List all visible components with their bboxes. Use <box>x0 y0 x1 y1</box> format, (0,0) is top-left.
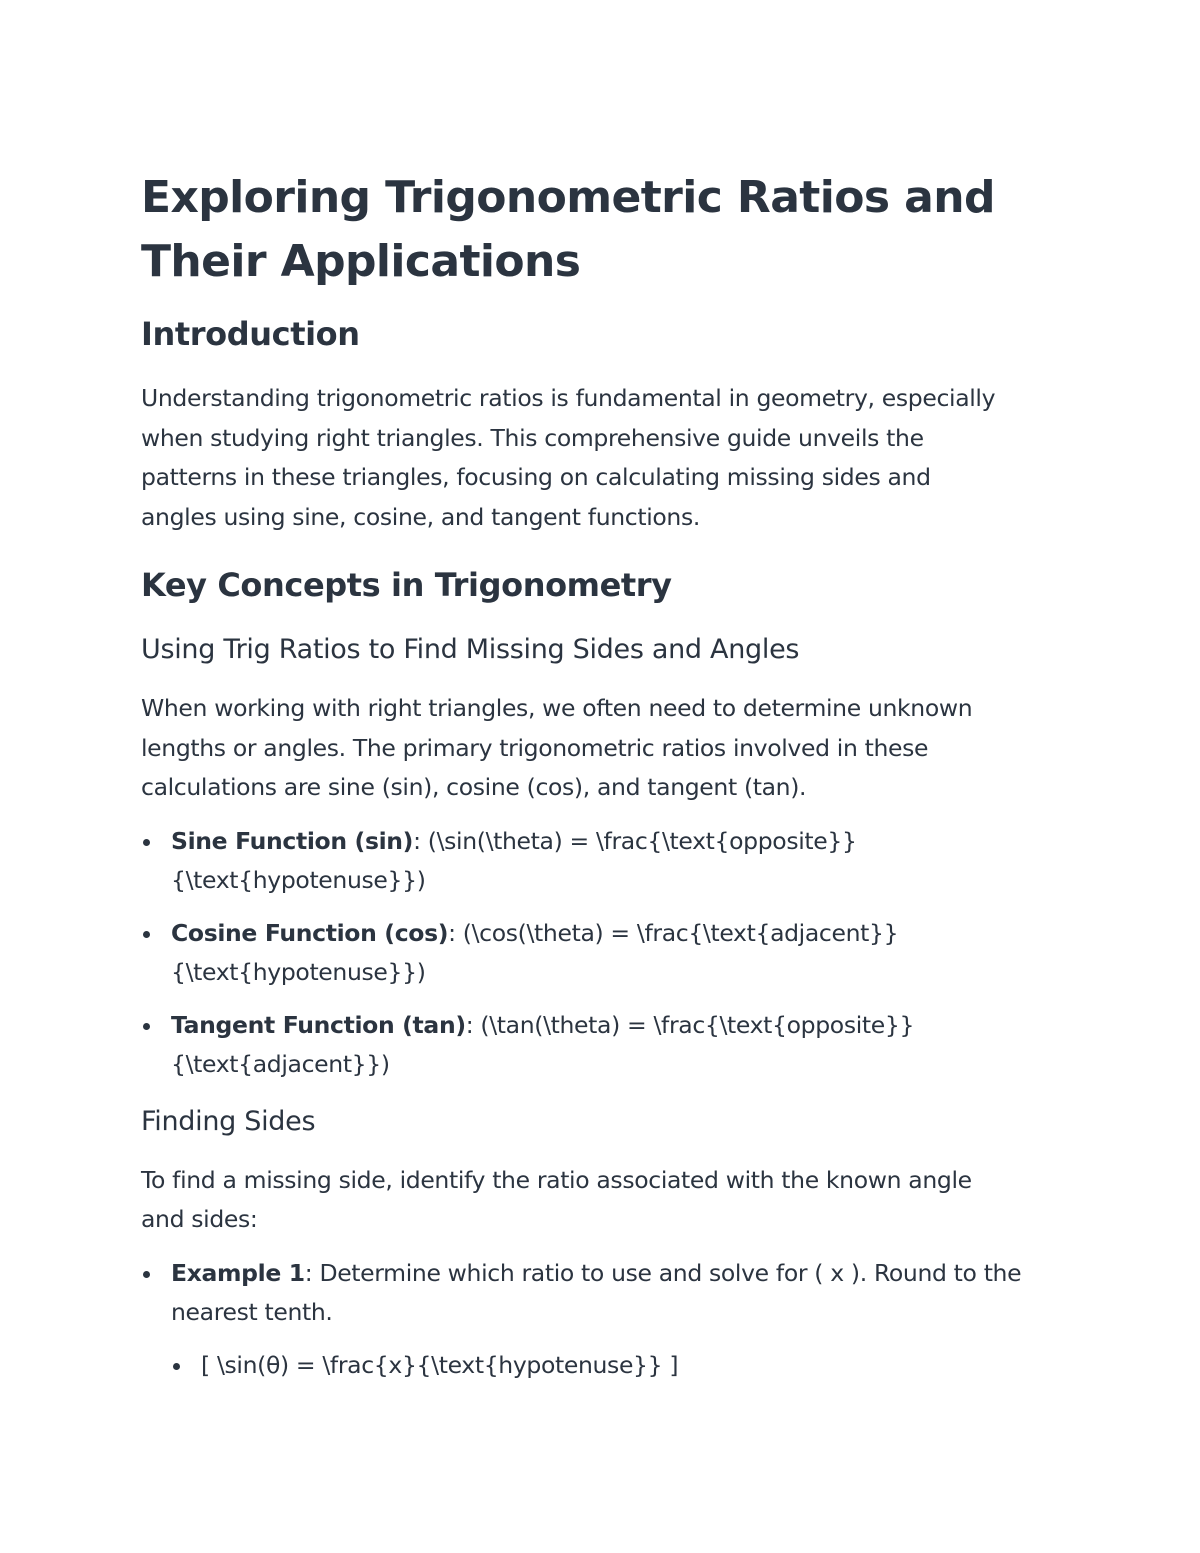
tangent-label: Tangent Function (tan) <box>171 1010 466 1039</box>
document-title <box>141 166 1061 294</box>
trig-functions-list <box>141 822 1061 1085</box>
finding-sides-line-2: and sides: <box>141 1205 258 1233</box>
bullet-icon <box>143 839 150 846</box>
list-item-tangent <box>141 1006 1061 1085</box>
bullet-icon <box>173 1363 180 1370</box>
tangent-formula-line-2: {\text{adjacent}}) <box>171 1050 390 1078</box>
example-1-sublist <box>171 1346 1061 1386</box>
intro-line-4: angles using sine, cosine, and tangent functions. <box>141 502 700 531</box>
key-concepts-paragraph <box>141 689 1061 808</box>
title-line-2: Their Applications <box>141 236 581 287</box>
sine-formula-line-1: : (\sin(\theta) = \frac{\text{opposite}} <box>413 826 857 855</box>
introduction-paragraph <box>141 379 1061 537</box>
list-item-example-1 <box>141 1254 1061 1386</box>
introduction-heading: Introduction <box>141 315 360 353</box>
list-item-sine <box>141 822 1061 901</box>
list-item-cosine <box>141 914 1061 993</box>
bullet-icon <box>143 1271 150 1278</box>
title-line-1: Exploring Trigonometric Ratios and <box>141 172 995 223</box>
examples-list <box>141 1254 1061 1386</box>
list-item-example-1-formula <box>171 1346 1061 1386</box>
trig-ratios-subheading: Using Trig Ratios to Find Missing Sides and Angles <box>141 634 800 665</box>
key-concepts-line-1: When working with right triangles, we often need to determine unknown <box>141 694 973 722</box>
example-1-line-1: : Determine which ratio to use and solve for ( x ). Round to the <box>304 1258 1022 1287</box>
example-1-label: Example 1 <box>171 1258 305 1287</box>
example-1-line-2: nearest tenth. <box>171 1298 333 1326</box>
example-1-formula: [ \sin(θ) = \frac{x}{\text{hypotenuse}} ] <box>201 1350 679 1379</box>
sine-label: Sine Function (sin) <box>171 826 414 855</box>
cosine-label: Cosine Function (cos) <box>171 918 449 947</box>
finding-sides-paragraph <box>141 1161 1061 1240</box>
key-concepts-heading: Key Concepts in Trigonometry <box>141 566 672 604</box>
cosine-formula-line-1: : (\cos(\theta) = \frac{\text{adjacent}} <box>448 918 899 947</box>
intro-line-2: when studying right triangles. This comprehensive guide unveils the <box>141 423 924 452</box>
intro-line-3: patterns in these triangles, focusing on calculating missing sides and <box>141 463 931 491</box>
cosine-formula-line-2: {\text{hypotenuse}}) <box>171 958 426 986</box>
key-concepts-line-3: calculations are sine (sin), cosine (cos), and tangent (tan). <box>141 773 807 801</box>
key-concepts-line-2: lengths or angles. The primary trigonometric ratios involved in these <box>141 733 929 762</box>
bullet-icon <box>143 931 150 938</box>
sine-formula-line-2: {\text{hypotenuse}}) <box>171 866 426 894</box>
bullet-icon <box>143 1023 150 1030</box>
finding-sides-line-1: To find a missing side, identify the ratio associated with the known angle <box>141 1165 972 1194</box>
document-page <box>141 166 1061 1385</box>
intro-line-1: Understanding trigonometric ratios is fundamental in geometry, especially <box>141 384 996 412</box>
finding-sides-heading: Finding Sides <box>141 1105 316 1137</box>
tangent-formula-line-1: : (\tan(\theta) = \frac{\text{opposite}} <box>465 1010 915 1039</box>
